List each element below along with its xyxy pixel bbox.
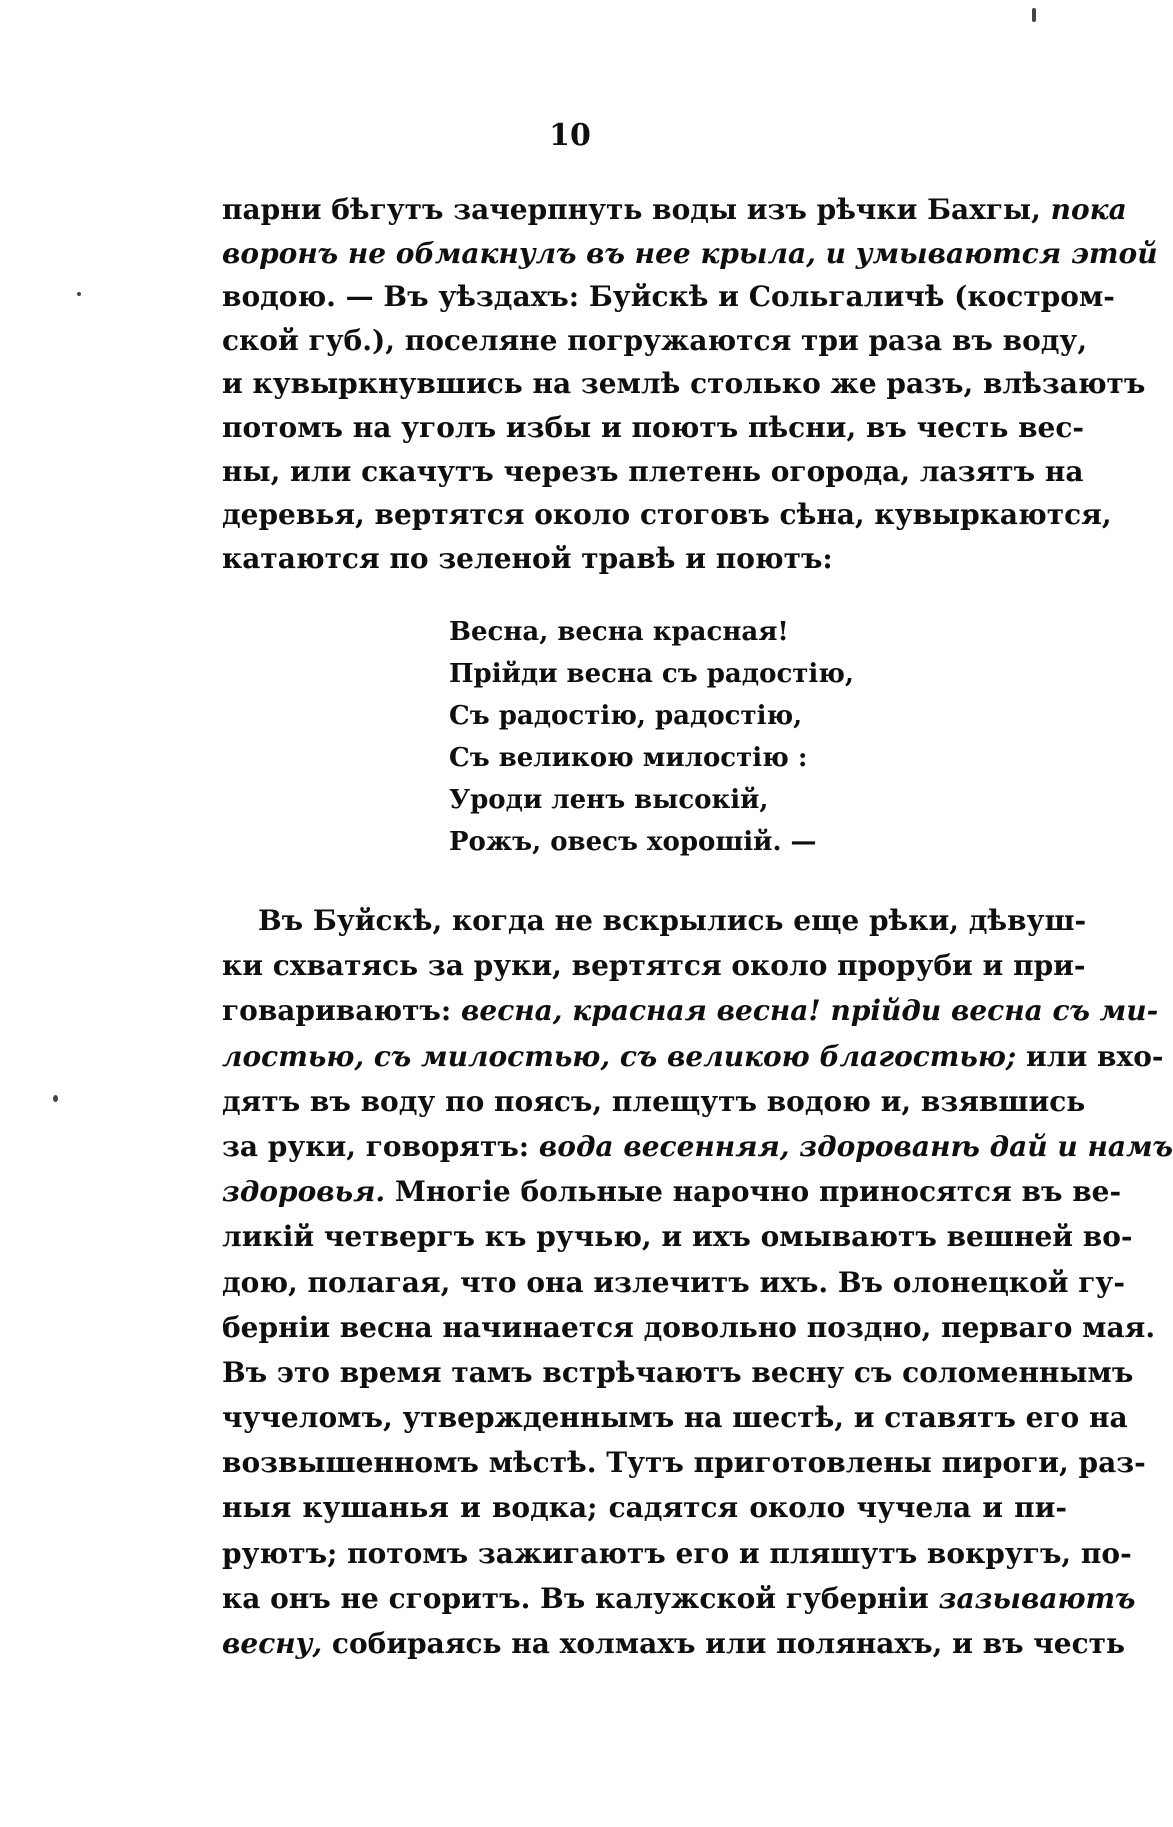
text-line [222, 493, 1112, 537]
text-line [222, 1079, 1086, 1124]
line-text: парни бѣгутъ зачерпнуть воды изъ рѣчки Бахгы, [222, 193, 1051, 226]
line-text: деревья, вертятся около стоговъ сѣна, кувыркаются, [222, 498, 1112, 532]
text-line [222, 1169, 1122, 1214]
italic-text: лостью, съ милостью, съ великою благостью; [222, 1039, 1017, 1073]
text-line [222, 1621, 1126, 1666]
text-line [222, 1531, 1132, 1576]
text-line [222, 362, 1146, 406]
text-line [222, 1576, 1136, 1621]
text-line [222, 319, 1088, 363]
line-text: или вхо- [1016, 1039, 1164, 1073]
text-line [222, 1440, 1146, 1485]
text-line [222, 1034, 1164, 1079]
line-text: за руки, говорятъ: [222, 1129, 539, 1163]
line-text: ской губ.), поселяне погружаются три раза въ воду, [222, 323, 1088, 357]
italic-text: вода весенняя, здорованѣ дай и намъ [538, 1129, 1173, 1163]
text-line [222, 1214, 1133, 1259]
paragraph-1 [222, 188, 1158, 580]
line-text: ки схватясь за руки, вертятся около проруби и при- [222, 949, 1086, 983]
italic-text: здоровья. [222, 1175, 386, 1209]
line-text: собираясь на холмахъ или полянахъ, и въ честь [322, 1627, 1126, 1660]
line-text: ликій четвергъ къ ручью, и ихъ омываютъ вешней во- [222, 1220, 1133, 1254]
line-text: ныя кушанья и водка; садятся около чучела и пи- [222, 1491, 1067, 1525]
text-line [222, 1305, 1156, 1350]
text-line [222, 898, 1087, 943]
text-line [222, 1395, 1128, 1440]
italic-text: весна, красная весна! прійди весна съ ми- [461, 994, 1159, 1028]
line-text: дятъ въ воду по поясъ, плещутъ водою и, взявшись [222, 1084, 1086, 1118]
poem-verse [449, 611, 879, 863]
text-line [222, 232, 1158, 276]
line-text: Въ это время тамъ встрѣчаютъ весну съ соломеннымъ [222, 1355, 1134, 1389]
line-text: чучеломъ, утвержденнымъ на шестѣ, и ставятъ его на [222, 1401, 1128, 1435]
text-line [222, 1485, 1067, 1530]
line-text: ны, или скачутъ черезъ плетень огорода, лазятъ на [222, 454, 1084, 488]
line-text: руютъ; потомъ зажигаютъ его и пляшутъ вокругъ, по- [222, 1536, 1132, 1570]
italic-text: весну, [222, 1627, 323, 1660]
line-text: Въ Буйскѣ, когда не вскрылись еще рѣки, дѣвуш- [258, 904, 1087, 937]
page-number: 10 [549, 118, 591, 153]
line-text: дою, полагая, что она излечитъ ихъ. Въ олонецкой гу- [222, 1265, 1125, 1299]
line-text: Многіе больные нарочно приносятся въ ве- [385, 1175, 1122, 1209]
poem-line: Рожъ, овесъ хорошій. — [449, 827, 817, 857]
line-text: и кувыркнувшись на землѣ столько же разъ, влѣзаютъ [222, 367, 1146, 401]
line-text: ка онъ не сгоритъ. Въ калужской губерніи [222, 1581, 939, 1615]
poem-line: Съ радостію, радостію, [449, 701, 803, 731]
italic-text: воронъ не обмакнулъ въ нее крыла, и умываются этой [222, 236, 1158, 270]
text-line [222, 1260, 1125, 1305]
paragraph-2 [222, 898, 1173, 1666]
text-line [222, 537, 1067, 581]
ink-speck [53, 1095, 58, 1102]
italic-text: пока [1050, 193, 1127, 226]
ink-speck [77, 292, 81, 296]
line-text: катаются по зеленой травѣ и поютъ: [222, 541, 833, 575]
line-text: водою. — Въ уѣздахъ: Буйскѣ и Сольгаличѣ (костром- [222, 280, 1115, 314]
line-text: возвышенномъ мѣстѣ. Тутъ приготовлены пироги, раз- [222, 1446, 1146, 1480]
poem-line: Прійди весна съ радостію, [449, 659, 854, 689]
poem-line: Уроди ленъ высокій, [449, 785, 769, 815]
text-line [222, 188, 1127, 232]
text-line [222, 1124, 1173, 1169]
text-line [222, 275, 1115, 319]
line-text: говариваютъ: [222, 994, 461, 1028]
italic-text: зазываютъ [938, 1581, 1136, 1615]
text-line [222, 943, 1086, 988]
text-line [222, 406, 1085, 450]
text-line [222, 1350, 1134, 1395]
poem-line: Весна, весна красная! [449, 617, 789, 647]
ink-speck [1032, 8, 1036, 22]
line-text: потомъ на уголъ избы и поютъ пѣсни, въ честь вес- [222, 410, 1085, 444]
line-text: берніи весна начинается довольно поздно, перваго мая. [222, 1310, 1156, 1344]
poem-line: Съ великою милостію : [449, 743, 808, 773]
text-line [222, 988, 1159, 1033]
text-line [222, 450, 1084, 494]
